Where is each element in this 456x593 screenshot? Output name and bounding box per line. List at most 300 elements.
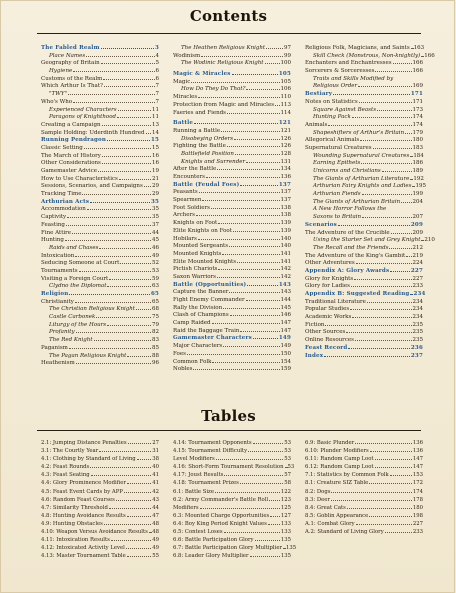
contents-entry-title: Other Sources (305, 329, 346, 336)
dot-leader (375, 467, 412, 468)
dot-leader (94, 340, 151, 341)
table-entry-title: 6.6: Battle Participation Glory (173, 537, 254, 544)
dot-leader (128, 443, 152, 444)
contents-entry-title: The Pagan Religious Knight (49, 352, 127, 359)
table-entry (173, 439, 291, 447)
contents-page-number: 166 (412, 68, 423, 75)
contents-page-number: 189 (412, 168, 423, 174)
contents-page-number: 149 (280, 343, 291, 350)
contents-entry-title: Rally the Division (173, 304, 223, 311)
table-entry-title: 8.5: Goblin Appearance (305, 512, 369, 519)
contents-entry (305, 145, 423, 153)
table-page-number: 135 (280, 553, 291, 560)
dot-leader (72, 233, 151, 234)
contents-section-heading (41, 45, 159, 53)
contents-entry (173, 45, 291, 53)
contents-entry (173, 266, 291, 274)
contents-section-heading (173, 182, 291, 190)
dot-leader (117, 117, 151, 118)
dot-leader (69, 348, 151, 349)
contents-page-number: 174 (412, 121, 423, 128)
contents-page-number: 207 (412, 214, 423, 221)
contents-page-number: 209 (412, 229, 423, 236)
contents-entry-title: Fighting the Battle (173, 143, 226, 150)
contents-page-number: 7 (155, 98, 159, 105)
contents-entry (173, 174, 291, 182)
contents-entry (41, 145, 159, 153)
dot-leader (350, 309, 411, 310)
table-entry (173, 512, 291, 520)
dot-leader (102, 156, 151, 157)
dot-leader (194, 123, 278, 124)
dot-leader (246, 300, 280, 301)
table-entry (173, 479, 291, 487)
contents-entry-title: Index (305, 352, 324, 359)
table-entry (305, 504, 423, 512)
tables-column-3 (305, 439, 423, 536)
contents-entry-title: Faeries and Fiends (173, 109, 226, 116)
contents-page-number: 121 (278, 120, 291, 127)
table-entry (41, 504, 159, 512)
contents-entry (305, 114, 423, 122)
table-entry-title: 4.10: Weapon Versus Avoidance Results (41, 529, 148, 536)
contents-page-number: 11 (152, 114, 159, 121)
dot-leader (102, 125, 151, 126)
dot-leader (362, 194, 412, 195)
dot-leader (127, 516, 152, 517)
table-page-number: 127 (280, 512, 291, 519)
contents-entry (305, 153, 423, 161)
contents-entry-title: Supernatural Creatures (305, 144, 372, 151)
contents-section-heading (173, 335, 291, 343)
contents-entry-title: Arthurian Fiends (313, 191, 361, 198)
contents-section-heading (305, 222, 423, 230)
table-entry (41, 496, 159, 504)
dot-leader (196, 215, 280, 216)
table-entry (173, 552, 291, 560)
contents-entry (173, 359, 291, 367)
dot-leader (370, 451, 412, 452)
dot-leader (406, 256, 411, 257)
contents-page-number: 138 (280, 212, 291, 219)
contents-page-number: 106 (280, 86, 291, 93)
contents-entry-title: Enchanters and Enchantresses (305, 60, 392, 67)
dot-leader (385, 532, 412, 533)
table-page-number: 40 (152, 464, 159, 471)
table-entry (41, 544, 159, 552)
contents-entry (41, 153, 159, 161)
contents-entry-title: Nobles (173, 366, 193, 373)
dot-leader (362, 217, 411, 218)
contents-entry-title: Running Pendragon (41, 137, 107, 144)
table-entry-title: 2.1: Jumping Distance Penalties (41, 440, 127, 446)
dot-leader (348, 348, 409, 349)
contents-entry (173, 343, 291, 351)
contents-entry-title: Creating a Campaign (41, 121, 101, 128)
table-entry (41, 528, 159, 536)
contents-entry (173, 151, 291, 159)
contents-entry (41, 345, 159, 353)
contents-page-number: 179 (412, 129, 423, 136)
contents-page-number: 53 (152, 267, 159, 274)
contents-entry (41, 360, 159, 368)
contents-entry (173, 189, 291, 197)
contents-section-heading (173, 282, 291, 290)
table-entry-title: Level Modifiers (173, 456, 215, 463)
contents-page-number: 184 (413, 152, 424, 159)
contents-page-number: 138 (280, 204, 291, 211)
table-entry (305, 455, 423, 463)
table-entry (173, 536, 291, 544)
contents-page-number: 192 (413, 175, 424, 182)
contents-entry (41, 306, 159, 314)
table-page-number: 43 (152, 496, 159, 503)
contents-entry (305, 107, 423, 115)
contents-page-number: 7 (155, 91, 159, 98)
contents-entry (41, 268, 159, 276)
contents-entry-title: Protection from Magic and Miracles (173, 101, 275, 108)
contents-entry-title: Intoxication (41, 252, 75, 259)
contents-page-number: 159 (280, 366, 291, 373)
dot-leader (421, 240, 423, 241)
contents-entry (173, 289, 291, 297)
contents-page-number: 68 (152, 306, 159, 313)
contents-page-number: 234 (412, 314, 423, 321)
dot-leader (211, 208, 280, 209)
contents-entry-title: Bestiary (305, 91, 333, 98)
contents-page-number: 235 (412, 337, 423, 344)
dot-leader (103, 79, 154, 80)
table-entry (41, 512, 159, 520)
contents-entry-title: Christianity (41, 298, 74, 305)
contents-page-number: 52 (152, 260, 159, 267)
contents-entry-title: Other Adventures (305, 260, 355, 267)
contents-entry (305, 60, 423, 68)
table-entry-title: 7.1: Statistics by Common Folk (305, 472, 389, 479)
table-entry (41, 520, 159, 528)
dot-leader (206, 177, 280, 178)
dot-leader (120, 263, 151, 264)
contents-page-number: 144 (280, 297, 291, 303)
contents-page-number: 146 (280, 312, 291, 319)
contents-entry-title: Classic Setting (41, 144, 83, 151)
contents-entry (41, 283, 159, 291)
contents-entry-title: How to Use Characteristics (41, 175, 118, 182)
dot-leader (90, 467, 151, 468)
dot-leader (250, 556, 280, 557)
table-entry-title: 4.17: Joust Results (173, 472, 224, 479)
contents-entry (173, 205, 291, 213)
contents-entry (305, 45, 423, 53)
contents-entry (173, 60, 291, 68)
contents-entry (41, 83, 159, 91)
dot-leader (149, 532, 151, 533)
dot-leader (240, 331, 279, 332)
dot-leader (111, 540, 151, 541)
dot-leader (187, 354, 280, 355)
contents-entry-title: Encounters (173, 174, 205, 180)
dot-leader (354, 279, 411, 280)
contents-page-number: 3 (154, 45, 159, 51)
dot-leader (119, 179, 151, 180)
contents-entry (305, 183, 426, 191)
contents-page-number: 137 (280, 197, 291, 204)
dot-leader (393, 63, 412, 64)
contents-entry-title: Battle (173, 120, 194, 127)
table-entry-title: 4.12: Intoxicated Activity Level (41, 545, 125, 552)
contents-entry (305, 160, 423, 168)
table-entry (41, 552, 159, 560)
table-page-number: 133 (280, 520, 291, 527)
table-entry (173, 455, 291, 463)
contents-entry-title: Scenarios (305, 221, 337, 228)
dot-leader (412, 186, 414, 187)
table-entry (41, 463, 159, 471)
contents-page-number: 49 (152, 252, 159, 259)
contents-entry-title: Major Characters (173, 343, 223, 350)
contents-entry (173, 79, 291, 87)
contents-entry-title: Who's Who (41, 98, 73, 105)
contents-page-number: 6 (155, 68, 159, 75)
dot-leader (218, 223, 279, 224)
contents-entry-title: Foot Soldiers (173, 204, 210, 211)
table-entry-title: 8.3: Deer (305, 496, 330, 503)
contents-entry (305, 83, 423, 91)
contents-entry-title: Mounted Knights (173, 250, 222, 257)
contents-page-number: 163 (413, 45, 425, 51)
table-entry-title: 3.1: The Courtly Year (41, 448, 99, 455)
contents-entry (41, 91, 159, 99)
dot-leader (253, 338, 278, 339)
contents-rule (37, 33, 421, 34)
table-entry-title: 4.2: Feast Rounds (41, 464, 90, 471)
contents-entry-title: Religious Folk, Magicians, and Saints (305, 45, 410, 51)
dot-leader (144, 186, 151, 187)
dot-leader (369, 516, 412, 517)
contents-entry (41, 168, 159, 176)
contents-entry (41, 176, 159, 184)
table-entry (173, 488, 291, 496)
dot-leader (359, 102, 412, 103)
table-page-number: 147 (412, 456, 423, 463)
dot-leader (421, 56, 423, 57)
contents-entry-title: Notes on Statistics (305, 98, 358, 105)
contents-entry-title: After the Battle (173, 166, 217, 173)
table-page-number: 125 (280, 504, 291, 511)
dot-leader (360, 140, 411, 141)
contents-page-number: 227 (410, 267, 423, 274)
table-entry (305, 463, 423, 471)
contents-page-number: 235 (412, 321, 423, 328)
table-page-number: 53 (284, 440, 291, 446)
contents-entry-title: Saxon Warriors (173, 273, 216, 280)
contents-entry (305, 260, 423, 268)
dot-leader (124, 492, 151, 493)
contents-entry (305, 230, 423, 238)
tables-column-2 (173, 439, 297, 560)
table-entry-title: 4.3: Feast Seating (41, 472, 90, 479)
contents-entry-title: The Giants of Arthurian Literature (313, 175, 410, 182)
contents-page-number: 166 (424, 52, 435, 59)
contents-entry-title: Paganism (41, 344, 68, 351)
contents-entry-title: Earning Epithets (313, 160, 361, 167)
contents-entry (305, 68, 423, 76)
dot-leader (391, 233, 412, 234)
contents-page-number: 35 (152, 214, 159, 221)
contents-page-number: 180 (412, 137, 423, 144)
dot-leader (191, 82, 279, 83)
contents-entry (305, 299, 423, 307)
contents-page-number: 186 (412, 160, 423, 167)
contents-page-number: 46 (152, 244, 159, 251)
table-entry (305, 479, 423, 487)
contents-entry-title: Wodinism (173, 52, 201, 59)
dot-leader (375, 71, 411, 72)
dot-leader (198, 97, 279, 98)
dot-leader (233, 231, 280, 232)
contents-entry (173, 197, 291, 205)
dot-leader (218, 269, 279, 270)
contents-entry-title: Sorcerers & Sorceresses (305, 68, 375, 75)
contents-entry-title: The Adventure of the Crucible (305, 229, 390, 236)
contents-entry (305, 122, 423, 130)
contents-entry-title: Traits and Skills Modified by (313, 75, 394, 82)
dot-leader (232, 74, 278, 75)
dot-leader (410, 156, 412, 157)
contents-entry-title: Fine Attire (41, 229, 72, 236)
contents-entry-title: Battle (Feudal Foes) (173, 181, 240, 188)
dot-leader (266, 48, 283, 49)
table-page-number: 180 (412, 504, 423, 511)
contents-page-number: 15 (150, 137, 159, 144)
dot-leader (91, 475, 152, 476)
contents-section-heading (41, 199, 159, 207)
dot-leader (99, 451, 151, 452)
contents-entry-title: Elite Knights on Foot (173, 227, 232, 234)
contents-entry-title: Clash of Champions (173, 312, 229, 319)
contents-page-number: 136 (280, 174, 291, 180)
contents-entry (173, 320, 291, 328)
contents-entry-title: Battle (Opportunities) (173, 281, 247, 288)
dot-leader (229, 246, 279, 247)
dot-leader (356, 524, 412, 525)
contents-page-number: 141 (280, 258, 291, 265)
table-entry-title: 4.13: Master Tournament Table (41, 553, 126, 560)
contents-entry-title: Capture the Banner (173, 289, 229, 296)
contents-page-number: 88 (152, 352, 159, 359)
contents-page-number: 235 (412, 329, 423, 336)
contents-entry-title: Profanity (49, 329, 75, 336)
table-entry-title: 4.7: Similarity Threshold (41, 504, 108, 511)
table-entry (41, 439, 159, 447)
contents-page-number: 19 (152, 168, 159, 174)
contents-section-heading (305, 291, 426, 299)
dot-leader (325, 325, 411, 326)
contents-entry (173, 259, 291, 267)
table-page-number: 136 (412, 448, 423, 455)
dot-leader (338, 225, 410, 226)
contents-entry-title: Glory for Knights (305, 275, 354, 282)
contents-entry-title: The Christian Religious Knight (49, 306, 136, 313)
contents-entry (41, 114, 159, 122)
table-entry (41, 536, 159, 544)
contents-section-heading (305, 345, 423, 353)
table-page-number: 57 (284, 472, 291, 479)
dot-leader (87, 209, 151, 210)
contents-page-number: 173 (412, 106, 423, 113)
contents-entry-title: Which Arthur Is That? (41, 83, 103, 90)
contents-entry-title: Liturgy of the Hours (49, 321, 107, 328)
table-entry (41, 479, 159, 487)
dot-leader (355, 443, 412, 444)
dot-leader (215, 492, 280, 493)
table-entry-title: 4.8: Hunting Avoidance Results (41, 512, 126, 519)
contents-entry (305, 199, 423, 207)
contents-entry (41, 353, 159, 361)
contents-page-number: 110 (280, 94, 291, 101)
table-entry-title: 8.2: Dogs (305, 488, 331, 495)
contents-column-1 (41, 45, 159, 368)
dot-leader (255, 540, 280, 541)
dot-leader (331, 492, 411, 493)
contents-page-number: 234 (413, 291, 426, 297)
contents-entry (305, 337, 423, 345)
contents-entry-title: Raids and Chases (49, 244, 99, 251)
contents-entry-title: Gamemaster Advice (41, 168, 97, 174)
contents-page-number: 143 (280, 289, 291, 296)
contents-entry (41, 276, 159, 284)
contents-page-number: 142 (280, 266, 291, 273)
table-entry-title: 4.16: Short-Form Tournament Resolution (173, 464, 284, 471)
contents-entry-title: Square Against Beasts (313, 106, 377, 113)
contents-entry (305, 276, 423, 284)
table-page-number: 49 (152, 537, 159, 544)
dot-leader (224, 532, 280, 533)
contents-page-number: 45 (152, 237, 159, 244)
contents-page-number: 169 (412, 83, 423, 90)
dot-leader (73, 71, 154, 72)
contents-entry-title: Tracking Time (41, 191, 82, 198)
contents-entry-title: Using the Starter Set and Grey Knight (313, 237, 421, 244)
contents-page-number: 16 (152, 160, 159, 167)
contents-entry-title: Sessions, Scenarios, and Campaigns (41, 183, 143, 190)
contents-entry-title: Knights and Surrender (181, 158, 246, 165)
dot-leader (79, 271, 151, 272)
contents-page-number: 126 (280, 143, 291, 150)
dot-leader (66, 225, 151, 226)
contents-page-number: 140 (280, 243, 291, 250)
dot-leader (76, 363, 151, 364)
dot-leader (217, 169, 279, 170)
table-entry-title: 6.2: Army Commander's Battle Roll (173, 496, 269, 503)
dot-leader (283, 548, 285, 549)
contents-entry-title: Miracles (173, 94, 198, 101)
dot-leader (193, 369, 279, 370)
contents-page-number: 210 (424, 237, 435, 244)
dot-leader (377, 110, 411, 111)
table-page-number: 135 (280, 537, 291, 544)
contents-page-number: 134 (280, 166, 291, 173)
contents-entry-title: Feast Record (305, 344, 348, 351)
dot-leader (107, 140, 150, 141)
table-page-number: 174 (412, 488, 423, 495)
table-entry-title: 4.14: Tournament Opponents (173, 440, 252, 446)
dot-leader (224, 475, 283, 476)
dot-leader (96, 317, 151, 318)
contents-entry-title: Hobilars (173, 235, 197, 242)
contents-page-number: 143 (278, 281, 291, 288)
contents-entry-title: Camp Raided (173, 320, 211, 327)
